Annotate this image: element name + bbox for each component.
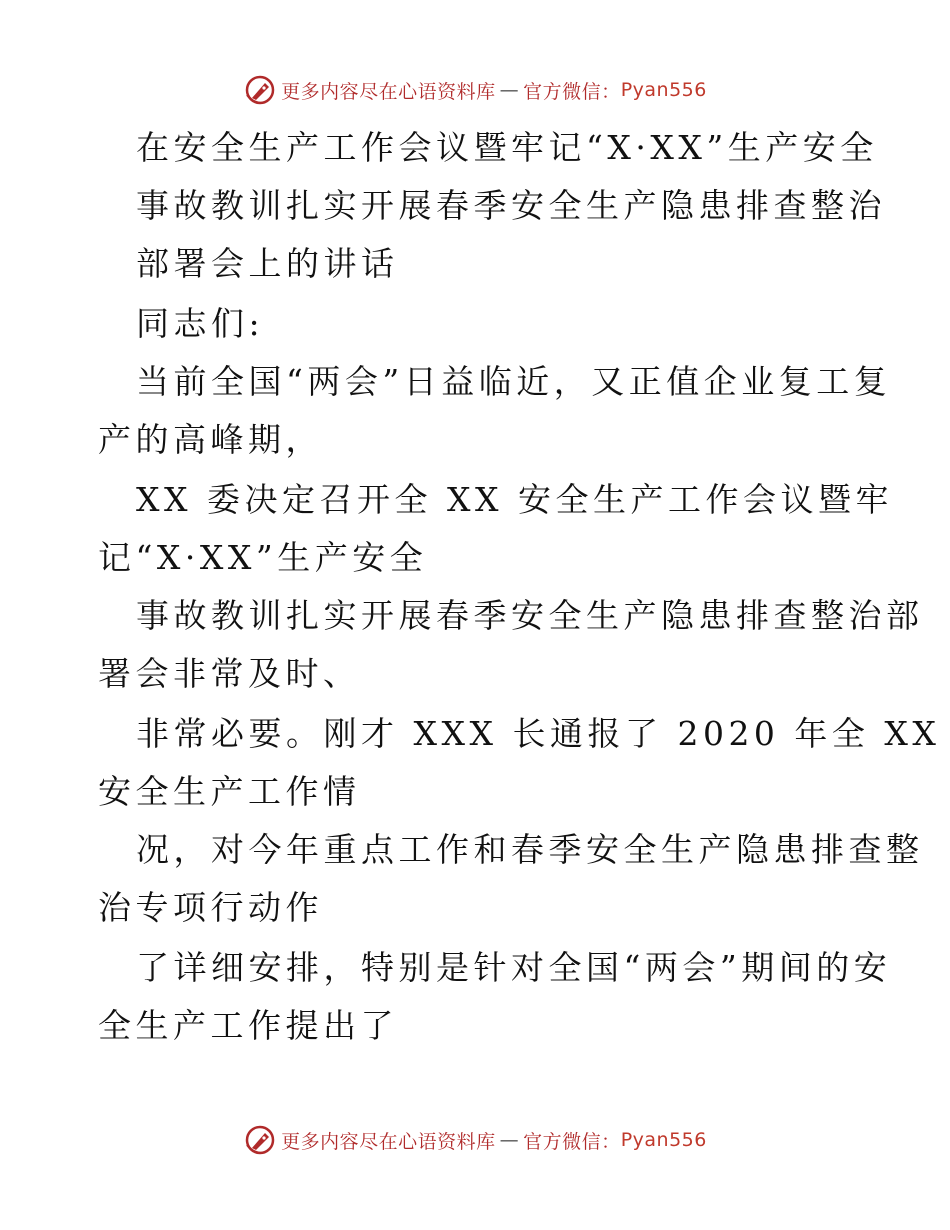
pen-nib-logo-icon: [243, 73, 277, 107]
text-line: 治专项行动作: [98, 888, 323, 927]
banner-main-text: 更多内容尽在心语资料库: [281, 80, 496, 103]
text-line: 况，对今年重点工作和春季安全生产隐患排查整: [136, 830, 924, 869]
banner-label: 官方微信：: [523, 80, 621, 103]
text-line: 产的高峰期，: [98, 420, 323, 459]
text-line: 当前全国“两会”日益临近，又正值企业复工复: [136, 362, 892, 401]
banner-separator: —: [499, 79, 520, 101]
text-line: 全生产工作提出了: [98, 1006, 398, 1045]
text-line: XX 委决定召开全 XX 安全生产工作会议暨牢: [136, 480, 893, 519]
text-line: 在安全生产工作会议暨牢记“X·XX”生产安全: [136, 128, 878, 167]
banner-label: 官方微信：: [523, 1130, 621, 1153]
header-banner: [0, 70, 950, 110]
banner-wechat-id: Pyan556: [620, 79, 707, 101]
footer-banner: [0, 1120, 950, 1160]
banner-main-text: 更多内容尽在心语资料库: [281, 1130, 496, 1153]
banner-wechat-id: Pyan556: [620, 1129, 707, 1151]
text-line: 记“X·XX”生产安全: [98, 538, 428, 577]
text-line: 同志们:: [136, 304, 265, 343]
text-line: 安全生产工作情: [98, 772, 361, 811]
pen-nib-logo-icon: [243, 1123, 277, 1157]
text-line: 事故教训扎实开展春季安全生产隐患排查整治部: [136, 596, 924, 635]
text-line: 部署会上的讲话: [136, 244, 399, 283]
banner-separator: —: [499, 1129, 520, 1151]
text-line: 了详细安排，特别是针对全国“两会”期间的安: [136, 948, 892, 987]
text-line: 非常必要。刚才 XXX 长通报了 2020 年全 XX: [136, 714, 941, 753]
text-line: 署会非常及时、: [98, 654, 361, 693]
text-line: 事故教训扎实开展春季安全生产隐患排查整治: [136, 186, 886, 225]
